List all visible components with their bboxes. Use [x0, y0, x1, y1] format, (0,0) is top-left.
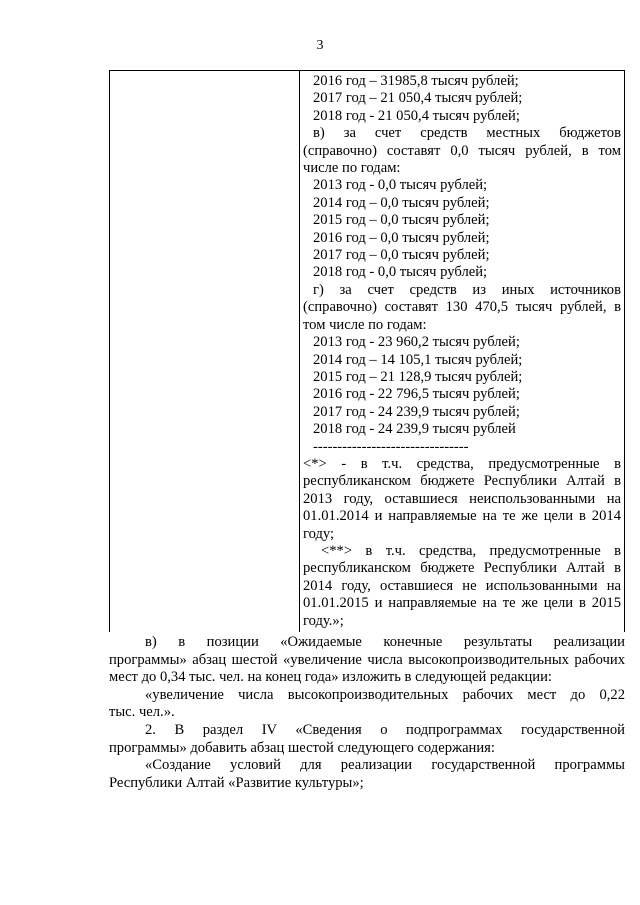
table-cell-line: 2014 год – 0,0 тысяч рублей;	[313, 194, 490, 211]
table-cell-line: --------------------------------	[313, 438, 469, 455]
paragraph	[109, 687, 625, 722]
table-cell-line: (справочно) составят 0,0 тысяч рублей, в том	[303, 142, 621, 159]
table-cell-line: 2013 год - 23 960,2 тысяч рублей;	[313, 334, 520, 351]
table-cell-line: 2017 год – 0,0 тысяч рублей;	[313, 247, 490, 264]
table-cell-line: 01.01.2014 и направляемые на те же цели в 2014	[303, 508, 621, 525]
table-cell-line: 2015 год – 0,0 тысяч рублей;	[313, 212, 490, 229]
paragraph-first-line: «Создание условий для реализации государственной программы	[145, 757, 625, 774]
table-cell-line: 2016 год – 0,0 тысяч рублей;	[313, 229, 490, 246]
table-cell-line: 2016 год - 22 796,5 тысяч рублей;	[313, 386, 520, 403]
table-cell-line: 2017 год - 24 239,9 тысяч рублей;	[313, 403, 520, 420]
table-cell-line: <**> в т.ч. средства, предусмотренные в	[321, 542, 621, 559]
table-cell-line: 2014 год – 14 105,1 тысяч рублей;	[313, 351, 523, 368]
table-cell-line: 2013 году, оставшиеся неиспользованными на	[303, 490, 621, 507]
table-cell-line: 01.01.2015 и направляемые на те же цели в 2015	[303, 595, 621, 612]
paragraph-continuation: программы» добавить абзац шестой следующего содержания:	[109, 739, 495, 756]
table-cell-line: числе по годам:	[303, 160, 401, 177]
table-cell-line: 2018 год - 0,0 тысяч рублей;	[313, 264, 488, 281]
table-cell-line: году.»;	[303, 612, 344, 629]
table-cell-line: 2017 год – 21 050,4 тысяч рублей;	[313, 90, 523, 107]
paragraph	[109, 722, 625, 757]
paragraph-continuation: Республики Алтай «Развитие культуры»;	[109, 774, 364, 791]
table-cell-line: г) за счет средств из иных источников	[313, 281, 621, 298]
table-cell-funding	[303, 73, 621, 630]
table-cell-line: <*> - в т.ч. средства, предусмотренные в	[303, 455, 621, 472]
table-cell-line: 2016 год – 31985,8 тысяч рублей;	[313, 73, 519, 89]
paragraph-continuation: тыс. чел.».	[109, 704, 175, 721]
table-cell-line: том числе по годам:	[303, 316, 427, 333]
table-cell-line: республиканском бюджете Республики Алтай в	[303, 560, 621, 577]
paragraph-continuation: программы» абзац шестой «увеличение числа высокопроизводительных рабочих мест до 0,34 тыс. чел. на конец года» изложить в следующей редакции:	[109, 651, 625, 686]
table-cell-line: в) за счет средств местных бюджетов	[313, 125, 621, 142]
table-cell-line: 2015 год – 21 128,9 тысяч рублей;	[313, 368, 523, 385]
paragraph-first-line: 2. В раздел IV «Сведения о подпрограммах государственной	[145, 721, 625, 738]
paragraph-first-line: «увеличение числа высокопроизводительных рабочих мест до 0,22	[145, 686, 625, 703]
paragraph-first-line: в) в позиции «Ожидаемые конечные результаты реализации	[145, 634, 625, 650]
page-number: 3	[316, 38, 324, 53]
document-body	[109, 634, 625, 792]
paragraph	[109, 757, 625, 792]
table-column-divider	[299, 71, 300, 632]
paragraph	[109, 634, 625, 687]
table-cell-line: 2014 году, оставшиеся не использованными на	[303, 577, 621, 594]
table-cell-line: году;	[303, 525, 335, 542]
table-cell-line: 2018 год - 21 050,4 тысяч рублей;	[313, 107, 520, 124]
table-cell-line: 2013 год - 0,0 тысяч рублей;	[313, 177, 488, 194]
table-cell-line: 2018 год - 24 239,9 тысяч рублей	[313, 421, 516, 438]
table-cell-line: республиканском бюджете Республики Алтай в	[303, 473, 621, 490]
program-table	[109, 70, 625, 632]
table-cell-line: (справочно) составят 130 470,5 тысяч рублей, в	[303, 299, 621, 316]
